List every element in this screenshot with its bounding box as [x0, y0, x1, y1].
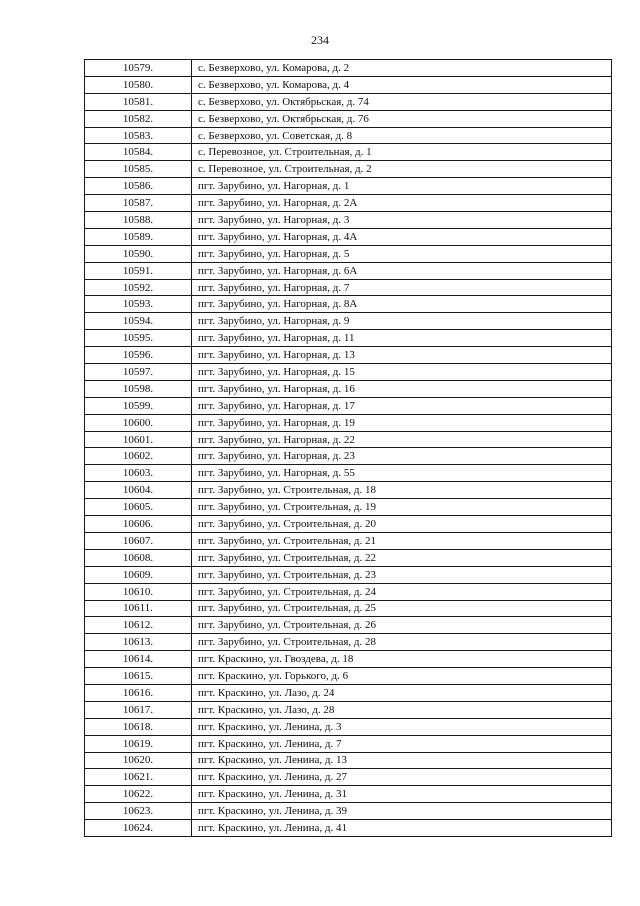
address-cell: пгт. Зарубино, ул. Нагорная, д. 2А — [192, 195, 612, 212]
table-row — [85, 364, 612, 381]
page-number: 234 — [311, 33, 329, 47]
table-row — [85, 431, 612, 448]
table-row — [85, 397, 612, 414]
address-cell: пгт. Зарубино, ул. Строительная, д. 18 — [192, 482, 612, 499]
row-number-cell: 10586. — [85, 178, 192, 195]
row-number-cell: 10594. — [85, 313, 192, 330]
table-row — [85, 245, 612, 262]
row-number-cell: 10597. — [85, 364, 192, 381]
address-cell: пгт. Зарубино, ул. Нагорная, д. 22 — [192, 431, 612, 448]
table-row — [85, 414, 612, 431]
table-row — [85, 634, 612, 651]
address-cell: пгт. Краскино, ул. Лазо, д. 24 — [192, 684, 612, 701]
table-row — [85, 684, 612, 701]
row-number-cell: 10589. — [85, 228, 192, 245]
address-cell: пгт. Зарубино, ул. Нагорная, д. 7 — [192, 279, 612, 296]
address-cell: пгт. Зарубино, ул. Нагорная, д. 8А — [192, 296, 612, 313]
row-number-cell: 10584. — [85, 144, 192, 161]
row-number-cell: 10619. — [85, 735, 192, 752]
table-row — [85, 60, 612, 77]
address-cell: пгт. Зарубино, ул. Строительная, д. 23 — [192, 566, 612, 583]
address-cell: пгт. Зарубино, ул. Нагорная, д. 6А — [192, 262, 612, 279]
row-number-cell: 10607. — [85, 532, 192, 549]
table-row — [85, 600, 612, 617]
row-number-cell: 10583. — [85, 127, 192, 144]
table-row — [85, 499, 612, 516]
address-cell: пгт. Зарубино, ул. Строительная, д. 20 — [192, 516, 612, 533]
address-cell: пгт. Зарубино, ул. Нагорная, д. 16 — [192, 380, 612, 397]
table-row — [85, 668, 612, 685]
address-cell: пгт. Краскино, ул. Ленина, д. 3 — [192, 718, 612, 735]
row-number-cell: 10609. — [85, 566, 192, 583]
address-cell: с. Перевозное, ул. Строительная, д. 1 — [192, 144, 612, 161]
table-row — [85, 279, 612, 296]
table-row — [85, 752, 612, 769]
row-number-cell: 10616. — [85, 684, 192, 701]
address-cell: с. Безверхово, ул. Комарова, д. 4 — [192, 76, 612, 93]
address-cell: пгт. Краскино, ул. Ленина, д. 31 — [192, 786, 612, 803]
address-cell: пгт. Зарубино, ул. Нагорная, д. 23 — [192, 448, 612, 465]
table-row — [85, 803, 612, 820]
row-number-cell: 10590. — [85, 245, 192, 262]
table-row — [85, 380, 612, 397]
row-number-cell: 10604. — [85, 482, 192, 499]
table-row — [85, 516, 612, 533]
address-cell: пгт. Зарубино, ул. Нагорная, д. 3 — [192, 212, 612, 229]
row-number-cell: 10605. — [85, 499, 192, 516]
table-row — [85, 313, 612, 330]
address-cell: пгт. Краскино, ул. Ленина, д. 27 — [192, 769, 612, 786]
address-cell: пгт. Краскино, ул. Горького, д. 6 — [192, 668, 612, 685]
row-number-cell: 10617. — [85, 701, 192, 718]
address-cell: с. Безверхово, ул. Советская, д. 8 — [192, 127, 612, 144]
row-number-cell: 10615. — [85, 668, 192, 685]
address-cell: пгт. Краскино, ул. Ленина, д. 7 — [192, 735, 612, 752]
table-row — [85, 820, 612, 837]
address-cell: пгт. Зарубино, ул. Нагорная, д. 9 — [192, 313, 612, 330]
table-row — [85, 195, 612, 212]
address-cell: пгт. Зарубино, ул. Строительная, д. 24 — [192, 583, 612, 600]
row-number-cell: 10623. — [85, 803, 192, 820]
row-number-cell: 10582. — [85, 110, 192, 127]
address-cell: пгт. Краскино, ул. Ленина, д. 41 — [192, 820, 612, 837]
table-row — [85, 617, 612, 634]
address-cell: пгт. Зарубино, ул. Строительная, д. 22 — [192, 549, 612, 566]
table-row — [85, 296, 612, 313]
table-row — [85, 532, 612, 549]
row-number-cell: 10596. — [85, 347, 192, 364]
address-cell: пгт. Зарубино, ул. Строительная, д. 19 — [192, 499, 612, 516]
row-number-cell: 10599. — [85, 397, 192, 414]
row-number-cell: 10600. — [85, 414, 192, 431]
row-number-cell: 10581. — [85, 93, 192, 110]
address-cell: пгт. Зарубино, ул. Нагорная, д. 13 — [192, 347, 612, 364]
table-row — [85, 347, 612, 364]
address-cell: пгт. Краскино, ул. Ленина, д. 13 — [192, 752, 612, 769]
table-row — [85, 482, 612, 499]
table-row — [85, 144, 612, 161]
address-cell: с. Перевозное, ул. Строительная, д. 2 — [192, 161, 612, 178]
row-number-cell: 10602. — [85, 448, 192, 465]
row-number-cell: 10608. — [85, 549, 192, 566]
table-row — [85, 786, 612, 803]
table-row — [85, 549, 612, 566]
row-number-cell: 10593. — [85, 296, 192, 313]
address-cell: пгт. Краскино, ул. Гвоздева, д. 18 — [192, 651, 612, 668]
table-row — [85, 651, 612, 668]
table-row — [85, 448, 612, 465]
row-number-cell: 10592. — [85, 279, 192, 296]
table-row — [85, 161, 612, 178]
row-number-cell: 10610. — [85, 583, 192, 600]
table-row — [85, 465, 612, 482]
row-number-cell: 10612. — [85, 617, 192, 634]
address-cell: пгт. Зарубино, ул. Строительная, д. 26 — [192, 617, 612, 634]
address-cell: пгт. Зарубино, ул. Нагорная, д. 4А — [192, 228, 612, 245]
address-cell: пгт. Зарубино, ул. Строительная, д. 28 — [192, 634, 612, 651]
address-cell: пгт. Краскино, ул. Лазо, д. 28 — [192, 701, 612, 718]
row-number-cell: 10587. — [85, 195, 192, 212]
table-row — [85, 701, 612, 718]
row-number-cell: 10598. — [85, 380, 192, 397]
table-row — [85, 583, 612, 600]
row-number-cell: 10601. — [85, 431, 192, 448]
address-cell: пгт. Зарубино, ул. Строительная, д. 25 — [192, 600, 612, 617]
row-number-cell: 10613. — [85, 634, 192, 651]
table-row — [85, 228, 612, 245]
address-cell: с. Безверхово, ул. Октябрьская, д. 74 — [192, 93, 612, 110]
table-row — [85, 76, 612, 93]
address-cell: пгт. Зарубино, ул. Строительная, д. 21 — [192, 532, 612, 549]
row-number-cell: 10591. — [85, 262, 192, 279]
address-cell: пгт. Зарубино, ул. Нагорная, д. 5 — [192, 245, 612, 262]
row-number-cell: 10595. — [85, 330, 192, 347]
row-number-cell: 10585. — [85, 161, 192, 178]
table-row — [85, 127, 612, 144]
table-row — [85, 212, 612, 229]
table-row — [85, 718, 612, 735]
table-row — [85, 110, 612, 127]
row-number-cell: 10621. — [85, 769, 192, 786]
row-number-cell: 10618. — [85, 718, 192, 735]
row-number-cell: 10588. — [85, 212, 192, 229]
row-number-cell: 10622. — [85, 786, 192, 803]
table-row — [85, 769, 612, 786]
address-cell: с. Безверхово, ул. Комарова, д. 2 — [192, 60, 612, 77]
address-cell: с. Безверхово, ул. Октябрьская, д. 76 — [192, 110, 612, 127]
row-number-cell: 10611. — [85, 600, 192, 617]
address-cell: пгт. Зарубино, ул. Нагорная, д. 15 — [192, 364, 612, 381]
table-row — [85, 566, 612, 583]
address-cell: пгт. Зарубино, ул. Нагорная, д. 1 — [192, 178, 612, 195]
row-number-cell: 10620. — [85, 752, 192, 769]
row-number-cell: 10603. — [85, 465, 192, 482]
row-number-cell: 10580. — [85, 76, 192, 93]
table-row — [85, 735, 612, 752]
address-table-body — [85, 60, 612, 837]
table-row — [85, 93, 612, 110]
address-cell: пгт. Зарубино, ул. Нагорная, д. 19 — [192, 414, 612, 431]
row-number-cell: 10614. — [85, 651, 192, 668]
address-cell: пгт. Зарубино, ул. Нагорная, д. 17 — [192, 397, 612, 414]
table-row — [85, 330, 612, 347]
address-cell: пгт. Зарубино, ул. Нагорная, д. 55 — [192, 465, 612, 482]
address-cell: пгт. Краскино, ул. Ленина, д. 39 — [192, 803, 612, 820]
row-number-cell: 10624. — [85, 820, 192, 837]
address-cell: пгт. Зарубино, ул. Нагорная, д. 11 — [192, 330, 612, 347]
table-row — [85, 262, 612, 279]
table-row — [85, 178, 612, 195]
row-number-cell: 10606. — [85, 516, 192, 533]
row-number-cell: 10579. — [85, 60, 192, 77]
address-table — [84, 59, 612, 837]
